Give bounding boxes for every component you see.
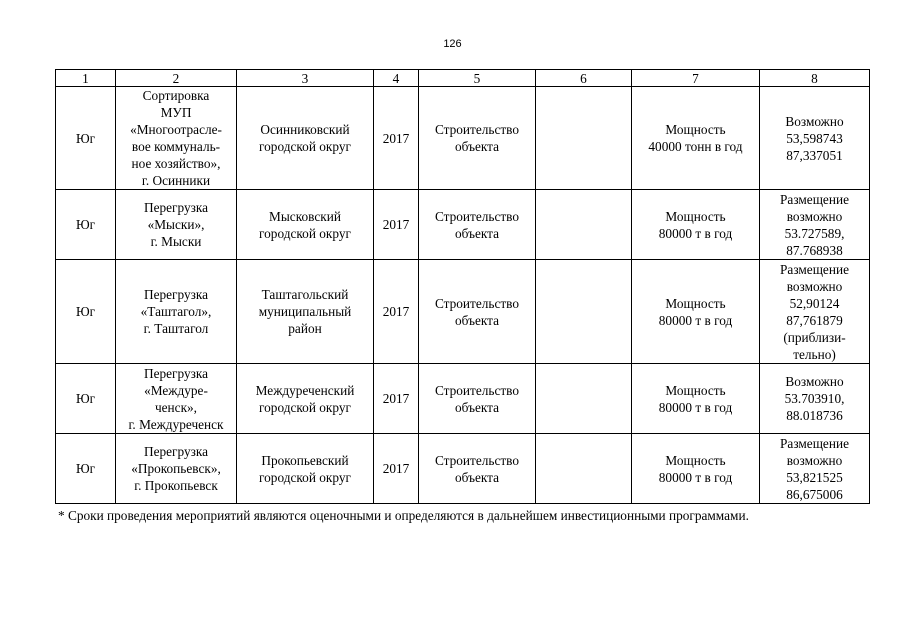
cell-line: муниципальный — [258, 304, 352, 319]
page-number: 126 — [443, 38, 462, 50]
table-cell-c8 — [760, 87, 870, 190]
cell-line: 87,337051 — [786, 147, 843, 163]
table-row — [56, 190, 870, 260]
column-header: 6 — [536, 70, 632, 87]
cell-line: г. Междуреченск — [128, 416, 224, 432]
table-cell-c4: 2017 — [374, 87, 419, 190]
table-cell-c6 — [536, 87, 632, 190]
column-header: 4 — [374, 70, 419, 87]
column-header: 3 — [237, 70, 374, 87]
cell-line: «Мыски», — [147, 217, 205, 232]
table-cell-c1: Юг — [56, 434, 116, 504]
cell-line: Строительство — [434, 295, 520, 311]
cell-line: Размещение — [780, 435, 849, 451]
cell-line: 80000 т в год — [658, 312, 733, 328]
cell-line: г. Осинники — [141, 173, 211, 188]
table-body — [56, 87, 870, 504]
column-header: 2 — [116, 70, 237, 87]
cell-line: Строительство — [434, 452, 520, 468]
table-cell-c3 — [237, 260, 374, 364]
table-cell-c8 — [760, 190, 870, 260]
table-cell-c3 — [237, 190, 374, 260]
cell-line: ное хозяйство», — [131, 156, 221, 171]
table-cell-c5 — [419, 260, 536, 364]
table-cell-c4: 2017 — [374, 190, 419, 260]
table-cell-c7 — [632, 87, 760, 190]
table-cell-c1: Юг — [56, 87, 116, 190]
cell-line: 87,761879 — [786, 312, 843, 328]
cell-line: Мощность — [665, 208, 726, 224]
table-cell-c1: Юг — [56, 364, 116, 434]
table-row — [56, 434, 870, 504]
cell-line: 87.768938 — [786, 242, 843, 258]
table-cell-c1: Юг — [56, 260, 116, 364]
cell-line: Таштагольский — [261, 287, 349, 302]
column-header: 1 — [56, 70, 116, 87]
cell-line: тельно) — [793, 346, 836, 362]
cell-line: городской округ — [259, 399, 351, 415]
cell-line: Осинниковский — [260, 122, 350, 137]
table-cell-c7 — [632, 434, 760, 504]
cell-line: 40000 тонн в год — [648, 139, 743, 154]
cell-line: 80000 т в год — [658, 399, 733, 415]
data-table — [55, 69, 870, 504]
cell-line: Строительство — [434, 208, 520, 224]
table-row — [56, 87, 870, 190]
table-cell-c7 — [632, 364, 760, 434]
cell-line: г. Таштагол — [143, 321, 209, 336]
table-cell-c5 — [419, 364, 536, 434]
table-row — [56, 260, 870, 364]
cell-line: Междуреченский — [255, 382, 355, 398]
cell-line: 80000 т в год — [658, 469, 733, 485]
cell-line: 53,821525 — [786, 469, 843, 485]
cell-line: городской округ — [259, 469, 351, 485]
cell-line: Строительство — [434, 122, 520, 137]
table-cell-c6 — [536, 190, 632, 260]
cell-line: 53.727589, — [784, 225, 845, 241]
column-header: 7 — [632, 70, 760, 87]
cell-line: район — [288, 321, 322, 336]
table-cell-c8 — [760, 260, 870, 364]
cell-line: 86,675006 — [786, 486, 843, 502]
cell-line: Сортировка — [142, 88, 210, 103]
table-cell-c2 — [116, 190, 237, 260]
cell-line: Перегрузка — [143, 444, 209, 459]
table-cell-c4: 2017 — [374, 434, 419, 504]
header-row — [56, 70, 870, 87]
cell-line: 88.018736 — [786, 408, 843, 423]
table-cell-c6 — [536, 434, 632, 504]
table-cell-c2 — [116, 434, 237, 504]
table-cell-c3 — [237, 364, 374, 434]
table-cell-c3 — [237, 434, 374, 504]
cell-line: Размещение — [780, 191, 849, 207]
cell-line: Перегрузка — [143, 287, 209, 302]
cell-line: Мощность — [665, 382, 726, 398]
table-cell-c1: Юг — [56, 190, 116, 260]
footnote: * Сроки проведения мероприятий являются оценочными и определяются в дальнейшем инвестиционными программами. — [58, 508, 749, 523]
cell-line: объекта — [454, 312, 500, 328]
cell-line: 53,598743 — [786, 130, 843, 146]
table-cell-c5 — [419, 434, 536, 504]
cell-line: Мощность — [665, 452, 726, 468]
cell-line: Размещение — [780, 261, 849, 277]
table-cell-c8 — [760, 434, 870, 504]
cell-line: объекта — [454, 225, 500, 241]
cell-line: городской округ — [259, 139, 351, 154]
table-cell-c5 — [419, 190, 536, 260]
cell-line: 53.703910, — [784, 391, 845, 406]
cell-line: ченск», — [154, 399, 198, 415]
cell-line: г. Мыски — [150, 234, 202, 249]
table-cell-c3 — [237, 87, 374, 190]
cell-line: 80000 т в год — [658, 225, 733, 241]
cell-line: «Таштагол», — [140, 304, 212, 319]
cell-line: (приблизи- — [783, 329, 846, 345]
table-cell-c5 — [419, 87, 536, 190]
table-cell-c2 — [116, 87, 237, 190]
cell-line: возможно — [786, 452, 843, 468]
cell-line: Мощность — [665, 295, 726, 311]
cell-line: возможно — [786, 208, 843, 224]
cell-line: МУП — [160, 105, 192, 120]
column-header: 5 — [419, 70, 536, 87]
cell-line: Перегрузка — [143, 200, 209, 215]
cell-line: «Междуре- — [144, 382, 208, 398]
table-cell-c8 — [760, 364, 870, 434]
table-cell-c2 — [116, 260, 237, 364]
table-cell-c4: 2017 — [374, 260, 419, 364]
table-row — [56, 364, 870, 434]
cell-line: «Прокопьевск», — [131, 461, 221, 476]
table-cell-c7 — [632, 190, 760, 260]
cell-line: Мощность — [665, 122, 726, 137]
cell-line: Перегрузка — [143, 365, 209, 381]
cell-line: объекта — [454, 139, 500, 154]
cell-line: г. Прокопьевск — [134, 478, 218, 493]
table-cell-c4: 2017 — [374, 364, 419, 434]
cell-line: Строительство — [434, 382, 520, 398]
table-cell-c6 — [536, 364, 632, 434]
cell-line: городской округ — [259, 225, 351, 241]
table-cell-c6 — [536, 260, 632, 364]
table-cell-c7 — [632, 260, 760, 364]
cell-line: вое коммуналь- — [131, 139, 221, 154]
cell-line: Мысковский — [269, 208, 341, 224]
table-cell-c2 — [116, 364, 237, 434]
cell-line: Возможно — [785, 374, 844, 389]
cell-line: возможно — [786, 278, 843, 294]
column-header: 8 — [760, 70, 870, 87]
cell-line: объекта — [454, 469, 500, 485]
cell-line: Возможно — [785, 113, 844, 129]
cell-line: 52,90124 — [789, 295, 840, 311]
cell-line: объекта — [454, 399, 500, 415]
cell-line: Прокопьевский — [261, 452, 349, 468]
cell-line: «Многоотрасле- — [130, 122, 222, 137]
